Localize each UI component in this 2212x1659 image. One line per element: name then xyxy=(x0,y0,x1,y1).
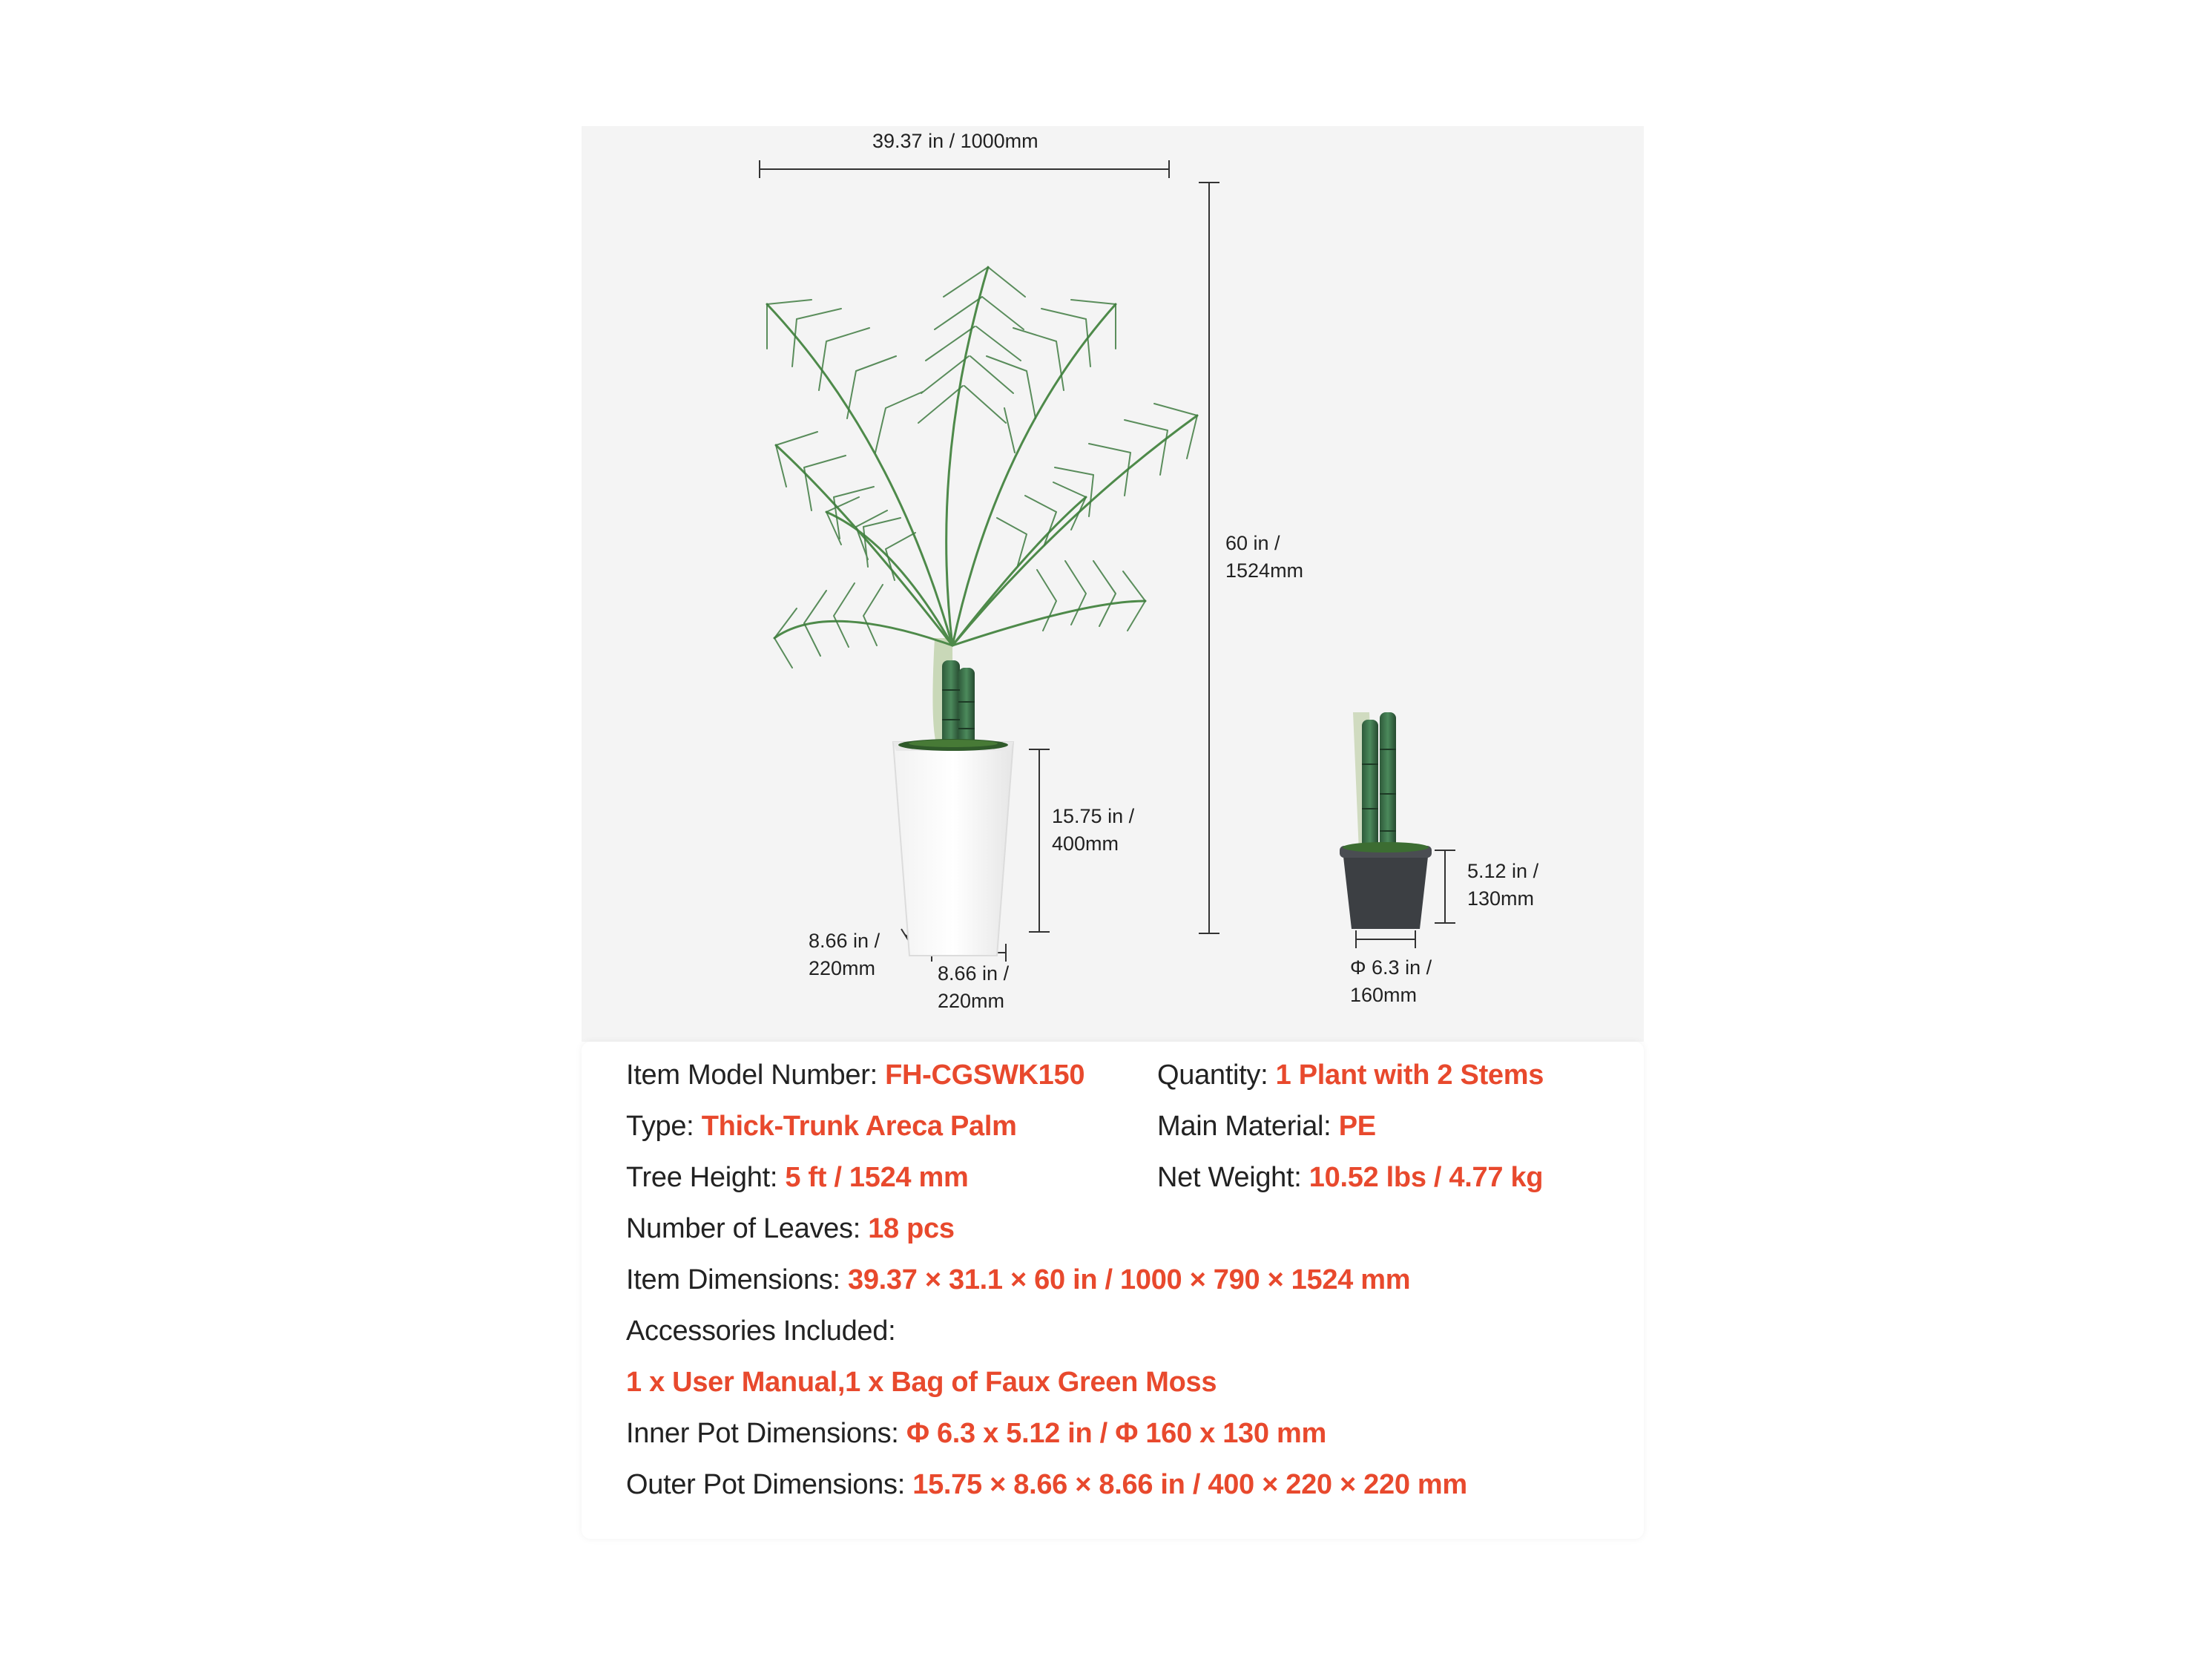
height-dimension-line xyxy=(1199,183,1219,933)
spec-inner-pot-value: Φ 6.3 x 5.12 in / Φ 160 x 130 mm xyxy=(906,1418,1326,1449)
specifications-panel xyxy=(582,1042,1644,1539)
spec-type xyxy=(626,1108,1017,1145)
spec-type-value: Thick-Trunk Areca Palm xyxy=(701,1111,1017,1142)
spec-height-value: 5 ft / 1524 mm xyxy=(785,1162,969,1193)
spec-inner-pot-label: Inner Pot Dimensions: xyxy=(626,1418,906,1449)
spec-model-label: Item Model Number: xyxy=(626,1060,886,1091)
spec-height-label: Tree Height: xyxy=(626,1162,786,1193)
spec-leaves-label: Number of Leaves: xyxy=(626,1213,869,1244)
spec-accessories-value: 1 x User Manual,1 x Bag of Faux Green Moss xyxy=(626,1367,1217,1398)
spec-inner-pot xyxy=(626,1415,1326,1452)
inner-pot-height-label: 5.12 in / 130mm xyxy=(1467,860,1539,910)
spec-accessories-row xyxy=(626,1364,1217,1401)
spec-material-label: Main Material: xyxy=(1157,1111,1339,1142)
height-dimension-label: 60 in / 1524mm xyxy=(1225,532,1304,582)
product-spec-card xyxy=(582,126,1644,1539)
spec-quantity-label: Quantity: xyxy=(1157,1060,1276,1091)
spec-leaves-value: 18 pcs xyxy=(868,1213,955,1244)
product-image-area xyxy=(582,126,1644,1042)
spec-item-dimensions xyxy=(626,1261,1410,1298)
spec-model xyxy=(626,1057,1084,1094)
spec-outer-pot xyxy=(626,1466,1467,1503)
spec-item-dimensions-value: 39.37 × 31.1 × 60 in / 1000 × 790 × 1524 mm xyxy=(848,1264,1411,1295)
spec-item-dimensions-label: Item Dimensions: xyxy=(626,1264,848,1295)
spec-outer-pot-value: 15.75 × 8.66 × 8.66 in / 400 × 220 × 220 mm xyxy=(912,1469,1467,1500)
width-dimension-label: 39.37 in / 1000mm xyxy=(872,130,1038,152)
spec-accessories xyxy=(626,1313,895,1350)
outer-white-pot xyxy=(893,739,1013,956)
outer-pot-depth-label: 8.66 in / 220mm xyxy=(809,930,880,979)
spec-weight xyxy=(1157,1159,1543,1196)
spec-outer-pot-label: Outer Pot Dimensions: xyxy=(626,1469,913,1500)
outer-pot-width-label: 8.66 in / 220mm xyxy=(938,962,1010,1012)
spec-weight-label: Net Weight: xyxy=(1157,1162,1309,1193)
palm-trunks xyxy=(932,638,975,746)
inner-pot-diameter-label: Φ 6.3 in / 160mm xyxy=(1350,956,1432,1006)
width-dimension-line xyxy=(760,160,1169,178)
inner-pot-diameter-line xyxy=(1356,930,1415,948)
spec-leaves xyxy=(626,1210,955,1247)
inner-pot-height-line xyxy=(1435,850,1455,923)
inner-pot-with-stems xyxy=(1340,712,1432,929)
spec-quantity xyxy=(1157,1057,1544,1094)
outer-pot-height-line xyxy=(1029,749,1050,932)
spec-material xyxy=(1157,1108,1376,1145)
spec-weight-value: 10.52 lbs / 4.77 kg xyxy=(1309,1162,1544,1193)
spec-type-label: Type: xyxy=(626,1111,702,1142)
spec-quantity-value: 1 Plant with 2 Stems xyxy=(1275,1060,1544,1091)
outer-pot-height-label: 15.75 in / 400mm xyxy=(1052,805,1135,855)
spec-model-value: FH-CGSWK150 xyxy=(885,1060,1085,1091)
spec-height xyxy=(626,1159,969,1196)
spec-material-value: PE xyxy=(1338,1111,1376,1142)
spec-accessories-label: Accessories Included: xyxy=(626,1315,896,1347)
palm-fronds xyxy=(767,267,1197,668)
